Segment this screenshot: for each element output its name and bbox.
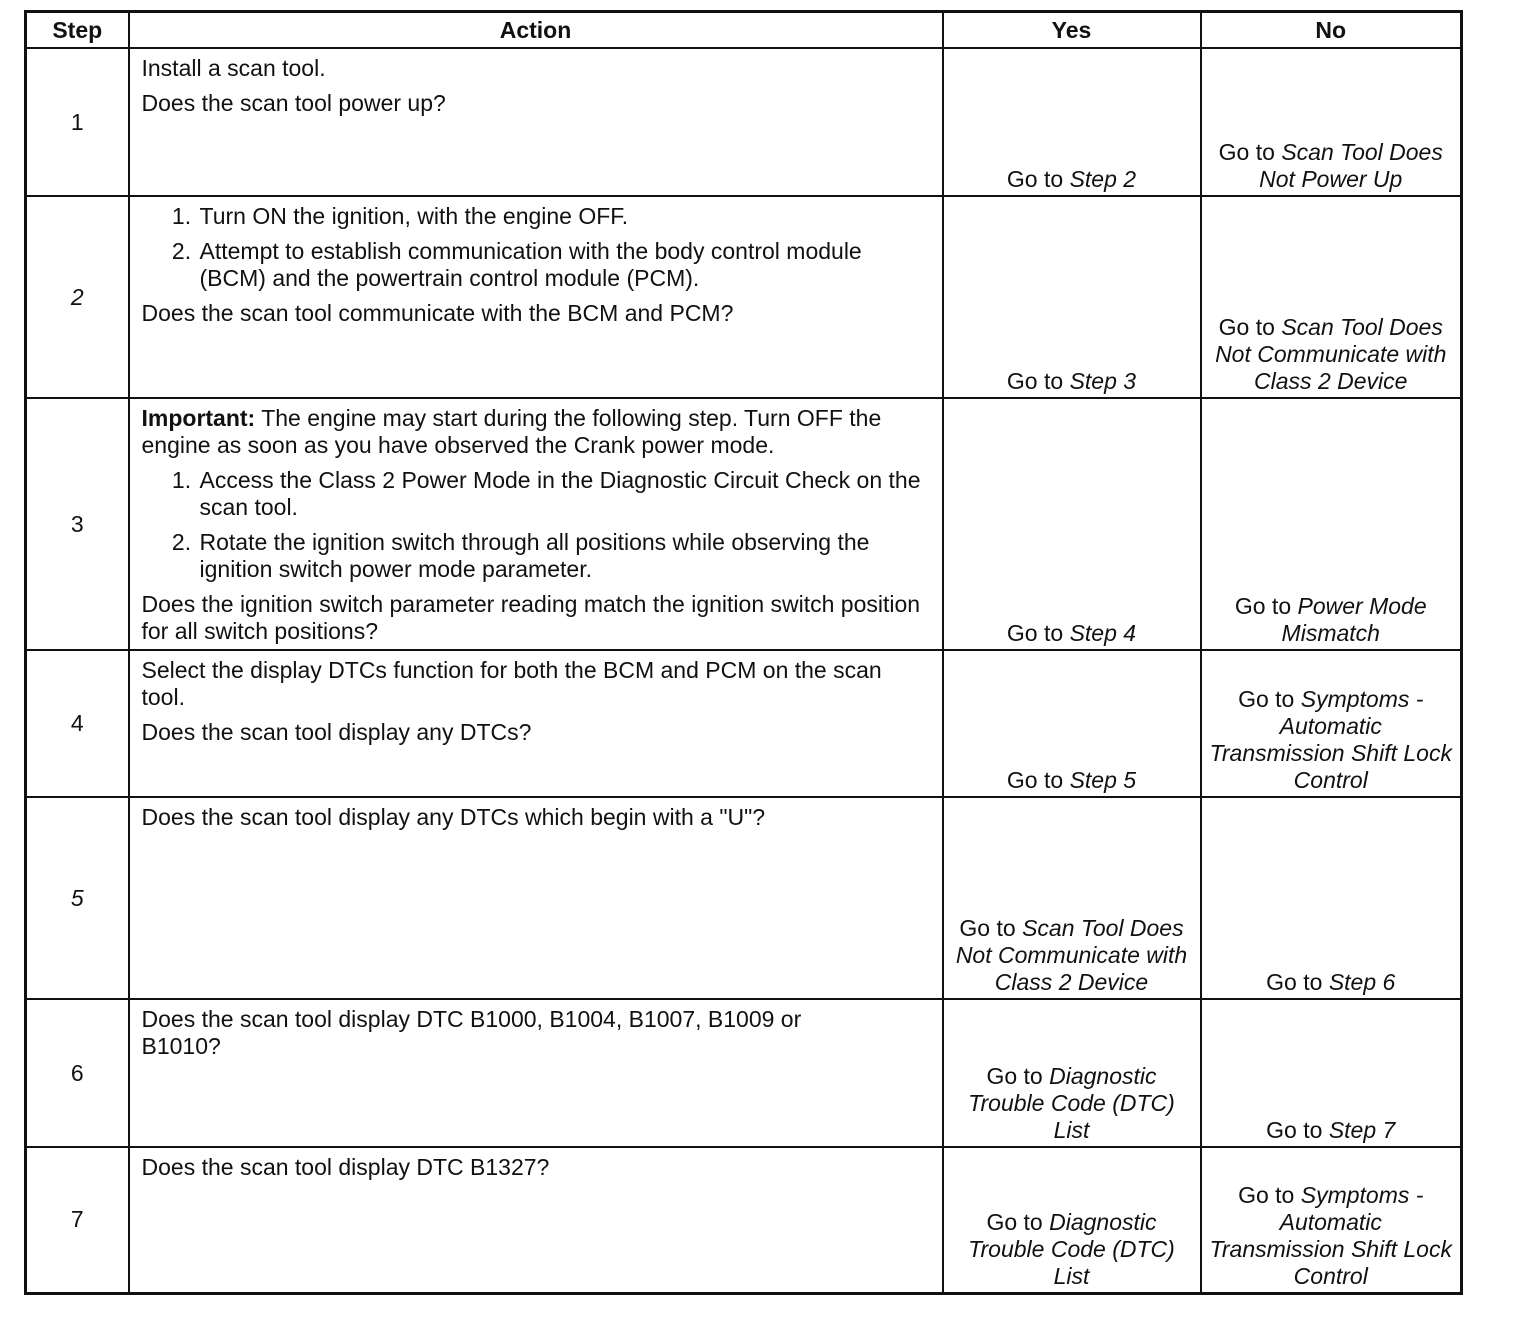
no-prefix: Go to — [1266, 1117, 1323, 1143]
no-link[interactable]: Symptoms - Automatic Transmission Shift Lock Control — [1209, 1181, 1452, 1289]
step-number: 2 — [26, 196, 129, 398]
no-prefix: Go to — [1234, 593, 1292, 619]
table-row — [26, 196, 1462, 398]
action-cell — [129, 398, 943, 650]
no-result[interactable] — [1202, 1117, 1461, 1144]
table-row — [26, 797, 1462, 999]
yes-result[interactable] — [944, 166, 1200, 193]
no-link[interactable]: Step 7 — [1328, 1117, 1396, 1143]
step-number: 7 — [26, 1147, 129, 1293]
substep: 2. Rotate the ignition switch through all positions while observing the ignition switch power mode parameter. — [198, 529, 932, 583]
action-question: Does the ignition switch parameter reading match the ignition switch position for all switch positions? — [141, 591, 921, 644]
step-number: 1 — [26, 48, 129, 196]
yes-result[interactable] — [944, 915, 1200, 996]
yes-prefix: Go to — [1006, 767, 1064, 793]
yes-prefix: Go to — [1006, 166, 1064, 192]
yes-cell — [943, 797, 1201, 999]
yes-link[interactable]: Step 5 — [1069, 767, 1137, 793]
no-cell — [1201, 999, 1462, 1147]
yes-prefix: Go to — [1006, 620, 1064, 646]
action-cell — [129, 999, 943, 1147]
header-row — [26, 12, 1462, 49]
step-number: 3 — [26, 398, 129, 650]
action-question: Does the scan tool display DTC B1327? — [141, 1154, 550, 1180]
no-result[interactable] — [1202, 593, 1461, 647]
action-cell — [129, 797, 943, 999]
table-row — [26, 1147, 1462, 1293]
action-cell — [129, 196, 943, 398]
no-prefix: Go to — [1218, 314, 1275, 340]
yes-link[interactable]: Step 3 — [1069, 368, 1137, 394]
step-number: 4 — [26, 650, 129, 797]
yes-prefix: Go to — [986, 1208, 1043, 1235]
step-number: 5 — [26, 797, 129, 999]
step-number: 6 — [26, 999, 129, 1147]
yes-cell — [943, 650, 1201, 797]
no-result[interactable] — [1202, 314, 1461, 395]
action-intro: Select the display DTCs function for both the BCM and PCM on the scan tool. — [141, 657, 882, 710]
no-prefix: Go to — [1218, 139, 1275, 165]
yes-link[interactable]: Diagnostic Trouble Code (DTC) List — [968, 1208, 1175, 1289]
important-note — [142, 405, 932, 459]
no-link[interactable]: Symptoms - Automatic Transmission Shift Lock Control — [1209, 686, 1452, 793]
action-question: Does the scan tool power up? — [141, 90, 446, 116]
no-cell — [1201, 797, 1462, 999]
yes-link[interactable]: Diagnostic Trouble Code (DTC) List — [968, 1063, 1175, 1143]
no-prefix: Go to — [1266, 969, 1323, 995]
action-question: Does the scan tool display DTC B1000, B1004, B1007, B1009 or B1010? — [141, 1006, 802, 1059]
yes-prefix: Go to — [986, 1063, 1043, 1089]
yes-result[interactable] — [944, 1063, 1200, 1144]
yes-link[interactable]: Scan Tool Does Not Communicate with Class 2 Device — [955, 915, 1188, 995]
action-cell — [129, 1147, 943, 1293]
yes-link[interactable]: Step 2 — [1069, 166, 1137, 192]
yes-result[interactable] — [944, 368, 1200, 395]
yes-cell — [943, 48, 1201, 196]
substep: 2. Attempt to establish communication with the body control module (BCM) and the powertrain control module (PCM). — [198, 238, 932, 292]
no-prefix: Go to — [1238, 1181, 1295, 1208]
action-question: Does the scan tool display any DTCs which begin with a "U"? — [141, 804, 766, 830]
no-result[interactable] — [1202, 139, 1461, 193]
diagnostic-table — [24, 10, 1463, 1295]
yes-cell — [943, 1147, 1201, 1293]
substep: 1. Turn ON the ignition, with the engine OFF. — [198, 203, 932, 230]
no-result[interactable] — [1202, 969, 1461, 996]
header-action: Action — [129, 12, 943, 49]
table-row — [26, 48, 1462, 196]
yes-cell — [943, 999, 1201, 1147]
no-link[interactable]: Step 6 — [1328, 969, 1396, 995]
no-result[interactable] — [1202, 686, 1461, 794]
header-step: Step — [26, 12, 129, 49]
yes-result[interactable] — [944, 767, 1200, 794]
substep: 1. Access the Class 2 Power Mode in the Diagnostic Circuit Check on the scan tool. — [198, 467, 932, 521]
substep-list — [142, 467, 932, 583]
table-row — [26, 999, 1462, 1147]
action-question: Does the scan tool communicate with the BCM and PCM? — [141, 300, 734, 326]
no-cell — [1201, 650, 1462, 797]
yes-cell — [943, 398, 1201, 650]
no-prefix: Go to — [1238, 686, 1295, 712]
table-row — [26, 398, 1462, 650]
action-intro: Install a scan tool. — [141, 55, 326, 81]
table-row — [26, 650, 1462, 797]
header-no: No — [1201, 12, 1462, 49]
no-link[interactable]: Power Mode Mismatch — [1281, 593, 1427, 646]
header-yes: Yes — [943, 12, 1201, 49]
action-cell — [129, 48, 943, 196]
yes-prefix: Go to — [1006, 368, 1064, 394]
yes-result[interactable] — [944, 1209, 1200, 1290]
substep-list — [142, 203, 932, 292]
no-link[interactable]: Scan Tool Does Not Communicate with Class 2 Device — [1215, 314, 1447, 394]
yes-prefix: Go to — [959, 915, 1016, 941]
important-text: The engine may start during the following step. Turn OFF the engine as soon as you have observed the Crank power mode. — [141, 405, 882, 458]
yes-result[interactable] — [944, 620, 1200, 647]
no-cell — [1201, 196, 1462, 398]
no-cell — [1201, 48, 1462, 196]
no-cell — [1201, 398, 1462, 650]
no-cell — [1201, 1147, 1462, 1293]
action-question: Does the scan tool display any DTCs? — [141, 719, 532, 745]
yes-link[interactable]: Step 4 — [1069, 620, 1137, 646]
no-result[interactable] — [1202, 1182, 1461, 1290]
yes-cell — [943, 196, 1201, 398]
important-label: Important: — [141, 405, 256, 431]
no-link[interactable]: Scan Tool Does Not Power Up — [1259, 139, 1443, 192]
action-cell — [129, 650, 943, 797]
